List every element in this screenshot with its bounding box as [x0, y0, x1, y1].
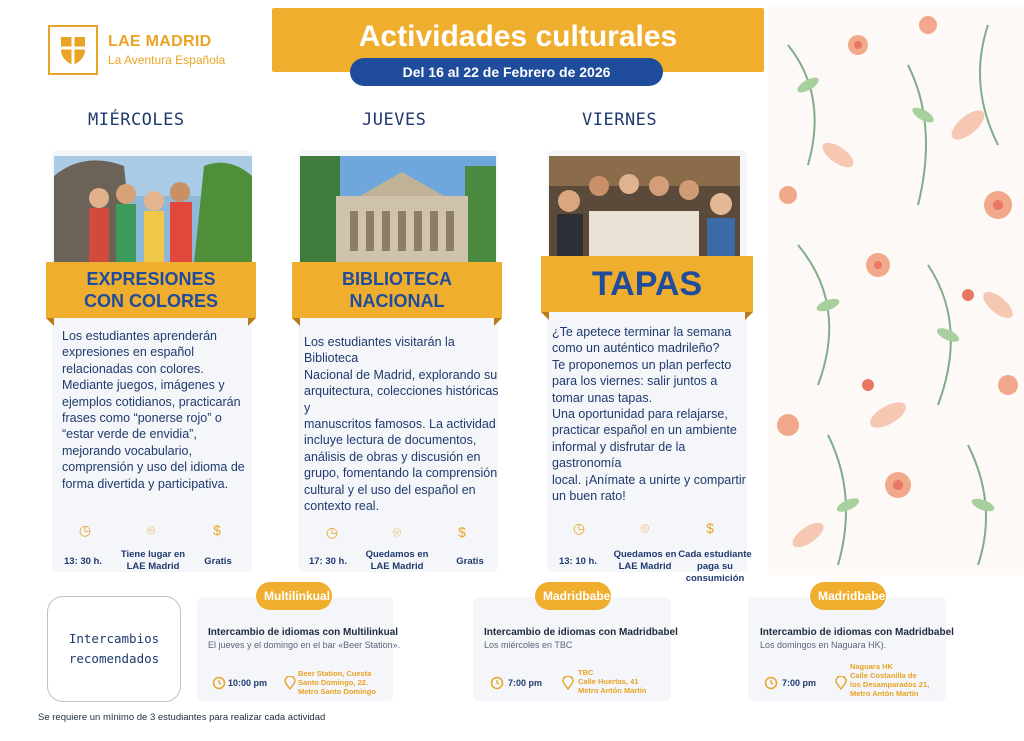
activity-place: Quedamos en LAE Madrid	[365, 549, 429, 572]
exchange-subtitle: Los domingos en Naguara HK).	[760, 640, 887, 650]
ribbon-line: CON COLORES	[83, 291, 218, 311]
brand-logo	[48, 25, 225, 75]
floral-decoration	[768, 5, 1024, 575]
dollar-icon: $	[213, 522, 221, 538]
tapas-photo	[549, 156, 740, 256]
location-pin-icon: ⌾	[640, 520, 650, 536]
exchange-subtitle: El jueves y el domingo en el bar «Beer Station».	[208, 640, 401, 650]
exchange-title: Intercambio de idiomas con Madridbabel	[760, 627, 954, 638]
ribbon-line: TAPAS	[591, 264, 703, 303]
recommended-exchanges-label: Intercambios recomendados	[47, 596, 181, 702]
exchange-badge: Madridbabel	[535, 582, 611, 610]
clock-icon: ◷	[78, 522, 92, 538]
exchange-badge: Madridbabel	[810, 582, 886, 610]
clock-icon	[212, 676, 226, 690]
activity-price: Gratis	[204, 556, 232, 567]
exchange-subtitle: Los miércoles en TBC	[484, 640, 573, 650]
activity-place: Quedamos en LAE Madrid	[613, 549, 677, 572]
activity-time: 13: 30 h.	[63, 556, 103, 567]
ribbon-line: NACIONAL	[349, 291, 445, 311]
clock-icon: ◷	[572, 520, 586, 536]
dollar-icon: $	[458, 524, 466, 540]
location-pin-icon	[283, 676, 297, 690]
brand-tagline: La Aventura Española	[108, 53, 226, 67]
activity-title-ribbon	[292, 262, 502, 318]
clock-icon	[490, 676, 504, 690]
day-heading-thursday: JUEVES	[362, 110, 427, 130]
page-title: Actividades culturales	[272, 8, 764, 72]
group-photo	[54, 156, 252, 264]
clock-icon: ◷	[325, 524, 339, 540]
ribbon-line: BIBLIOTECA	[342, 269, 452, 289]
exchange-place: TBC Calle Huertas, 41 Metro Antón Martín	[578, 668, 647, 695]
footnote: Se requiere un mínimo de 3 estudiantes para realizar cada actividad	[38, 712, 326, 723]
exchange-time: 7:00 pm	[508, 678, 543, 688]
location-pin-icon: ⌾	[392, 524, 402, 540]
activity-title-ribbon	[46, 262, 256, 318]
location-pin-icon	[561, 676, 575, 690]
activity-description: Los estudiantes aprenderán expresiones en español relacionadas con colores. Mediante juegos, imágenes y ejemplos cotidianos, practicarán frases como “ponerse rojo” o “estar verde de envidia”, mejorando vocabulario, comprensión y uso del idioma de forma divertida y participativa.	[62, 329, 245, 491]
exchange-time: 7:00 pm	[782, 678, 817, 688]
date-range: Del 16 al 22 de Febrero de 2026	[350, 58, 663, 86]
activity-price: Cada estudiante paga su consumición	[678, 549, 752, 584]
exchange-badge: Multilinkual	[256, 582, 332, 610]
location-pin-icon: ⌾	[146, 522, 156, 538]
shield-icon	[48, 25, 98, 75]
activity-title-ribbon	[541, 256, 753, 312]
exchange-place: Beer Station, Cuesta Santo Domingo, 22. Metro Santo Domingo	[298, 669, 376, 696]
brand-name: LAE MADRID	[108, 33, 212, 50]
day-heading-friday: VIERNES	[582, 110, 658, 130]
location-pin-icon	[834, 676, 848, 690]
activity-time: 13: 10 h.	[558, 556, 598, 567]
activity-description: ¿Te apetece terminar la semana como un auténtico madrileño? Te proponemos un plan perfecto para los viernes: salir juntos a tomar unas tapas. Una oportunidad para relajarse, practicar español en un ambiente informal y disfrutar de la gastronomía local. ¡Anímate a unirte y compartir un buen rato!	[552, 325, 746, 504]
library-photo	[300, 156, 496, 264]
ribbon-line: EXPRESIONES	[86, 269, 216, 289]
exchange-time: 10:00 pm	[228, 678, 268, 688]
exchange-title: Intercambio de idiomas con Multilinkual	[208, 627, 399, 638]
exchange-title: Intercambio de idiomas con Madridbabel	[484, 627, 678, 638]
activity-place: Tiene lugar en LAE Madrid	[120, 549, 186, 572]
clock-icon	[764, 676, 778, 690]
activity-price: Gratis	[456, 556, 484, 567]
activity-description: Los estudiantes visitarán la Biblioteca Nacional de Madrid, explorando su arquitectura, colecciones históricas y manuscritos famosos. La actividad incluye lectura de documentos, análisis de obras y discusión en grupo, fomentando la comprensión cultural y el uso del español en contexto real.	[304, 335, 499, 514]
dollar-icon: $	[706, 520, 714, 536]
day-heading-wednesday: MIÉRCOLES	[88, 110, 185, 130]
exchange-place: Naguara HK Calle Costanilla de los Desamparados 21, Metro Antón Martín	[850, 662, 930, 698]
activity-time: 17: 30 h.	[308, 556, 348, 567]
